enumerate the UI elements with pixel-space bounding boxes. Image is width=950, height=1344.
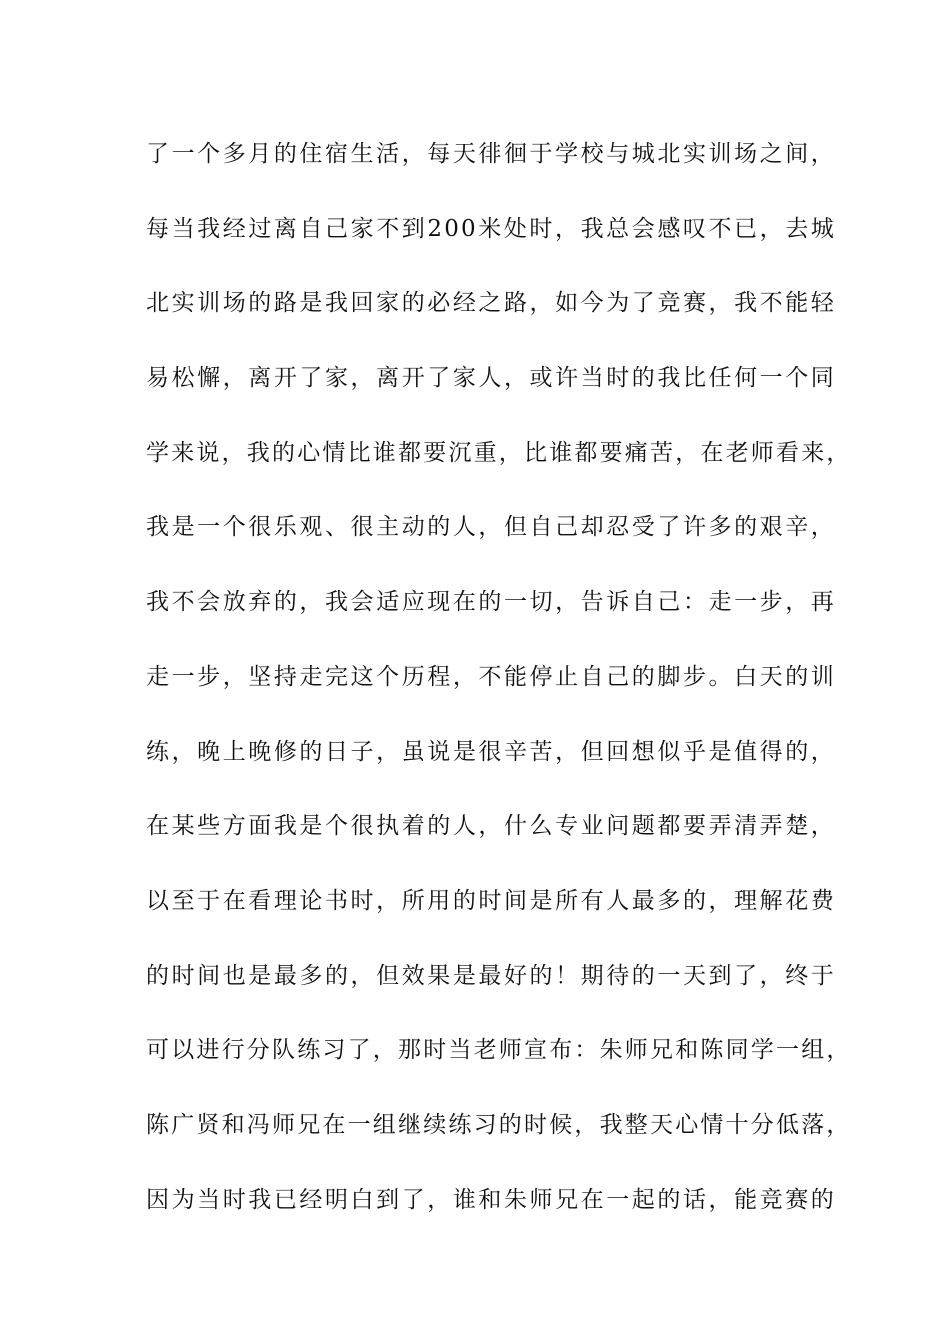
text-line: 可以进行分队练习了，那时当老师宣布：朱师兄和陈同学一组， bbox=[146, 1037, 852, 1064]
text-line: 学来说，我的心情比谁都要沉重，比谁都要痛苦，在老师看来， bbox=[146, 439, 852, 466]
text-line: 陈广贤和冯师兄在一组继续练习的时候，我整天心情十分低落， bbox=[146, 1111, 852, 1138]
text-line: 以至于在看理论书时，所用的时间是所有人最多的，理解花费 bbox=[146, 887, 836, 914]
text-line: 练，晚上晚修的日子，虽说是很辛苦，但回想似乎是值得的， bbox=[146, 738, 836, 765]
text-line: 走一步，坚持走完这个历程，不能停止自己的脚步。白天的训 bbox=[146, 663, 836, 690]
body-text bbox=[146, 133, 852, 1253]
text-line: 了一个多月的住宿生活，每天徘徊于学校与城北实训场之间， bbox=[146, 141, 836, 167]
text-line: 的时间也是最多的，但效果是最好的！期待的一天到了，终于 bbox=[146, 962, 836, 989]
text-line: 在某些方面我是个很执着的人，什么专业问题都要弄清弄楚， bbox=[146, 813, 836, 840]
text-line: 因为当时我已经明白到了，谁和朱师兄在一起的话，能竞赛的 bbox=[146, 1186, 836, 1213]
text-line: 我不会放弃的，我会适应现在的一切，告诉自己：走一步，再 bbox=[146, 589, 836, 616]
text-line: 易松懈，离开了家，离开了家人，或许当时的我比任何一个同 bbox=[146, 365, 836, 392]
text-line: 北实训场的路是我回家的必经之路，如今为了竞赛，我不能轻 bbox=[146, 290, 836, 317]
text-line: 我是一个很乐观、很主动的人，但自己却忍受了许多的艰辛， bbox=[146, 514, 836, 541]
text-line: 每当我经过离自己家不到200米处时，我总会感叹不已，去城 bbox=[146, 215, 836, 242]
